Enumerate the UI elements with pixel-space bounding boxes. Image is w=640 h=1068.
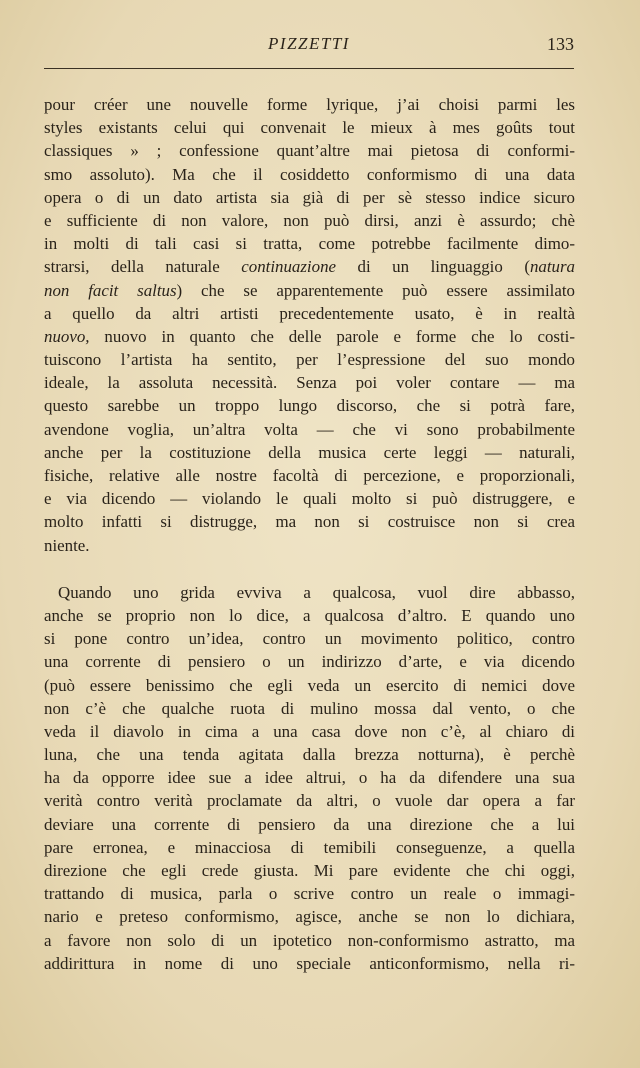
text-line: non c’è che qualche ruota di mulino mossa dal vento, o che	[44, 698, 575, 718]
text-line: classiques » ; confessione quant’altre mai pietosa di conformi-	[44, 141, 575, 161]
paragraph-1	[44, 93, 575, 557]
italic-term: non facit saltus	[44, 280, 177, 300]
text-line: anche per la costituzione della musica certe leggi — naturali,	[44, 442, 575, 462]
text-line: anche se proprio non lo dice, a qualcosa d’altro. E quando uno	[44, 605, 575, 625]
paragraph-2	[44, 581, 575, 975]
text-line: styles existants celui qui convenait le mieux à mes goûts tout	[44, 118, 575, 138]
text-line	[44, 325, 575, 348]
text-line: una corrente di pensiero o un indirizzo d’arte, e via dicendo	[44, 652, 575, 672]
body-text	[44, 93, 575, 975]
italic-term: natura	[529, 257, 576, 277]
text-line: niente.	[44, 535, 90, 555]
text-line: avendone voglia, un’altra volta — che vi sono probabilmente	[44, 419, 575, 439]
text-line: e sufficiente di non valore, non può dirsi, anzi è assurdo; chè	[44, 210, 575, 230]
running-head	[44, 34, 574, 64]
text-line: deviare una corrente di pensiero da una direzione che a lui	[44, 814, 575, 834]
header-rule	[44, 68, 574, 69]
text-line: trattando di musica, parla o scrive contro un reale o immagi-	[44, 884, 575, 904]
text-line: in molti di tali casi si tratta, come potrebbe facilmente dimo-	[44, 234, 575, 254]
text-line: si pone contro un’idea, contro un movimento politico, contro	[44, 629, 575, 649]
text-line: molto infatti si distrugge, ma non si costruisce non si crea	[44, 512, 575, 532]
text-line: direzione che egli crede giusta. Mi pare evidente che chi oggi,	[44, 861, 575, 880]
text-line: Quando uno grida evviva a qualcosa, vuol dire abbasso,	[58, 582, 575, 602]
text-line: luna, che una tenda agitata dalla brezza notturna), è perchè	[44, 745, 575, 765]
text-run: ) che se apparentemente può essere assimilato	[176, 280, 575, 300]
text-line: questo sarebbe un troppo lungo discorso, che si potrà fare,	[44, 396, 575, 416]
text-line: smo assoluto). Ma che il cosiddetto conformismo di una data	[44, 164, 575, 184]
text-line: pare erronea, e minacciosa di temibili conseguenze, a quella	[44, 837, 575, 857]
paragraph-gap	[44, 557, 575, 581]
text-line: veda il diavolo in cima a una casa dove non c’è, al chiaro di	[44, 721, 575, 741]
text-line	[44, 255, 575, 278]
text-line: fisiche, relative alle nostre facoltà di percezione, e proporzionali,	[44, 466, 575, 485]
text-run: nuovo in quanto che delle parole e forme che lo costi-	[89, 326, 575, 346]
italic-term: nuovo,	[44, 326, 90, 346]
text-line: (può essere benissimo che egli veda un esercito di nemici dove	[44, 675, 575, 695]
page-number: 133	[547, 34, 574, 54]
text-line: a favore non solo di un ipotetico non-conformismo astratto, ma	[44, 930, 575, 950]
running-title: PIZZETTI	[268, 34, 350, 53]
text-line: ha da opporre idee sue a idee altrui, o ha da difendere una sua	[44, 768, 575, 788]
text-line: pour créer une nouvelle forme lyrique, j’ai choisi parmi les	[44, 95, 575, 114]
italic-term: continuazione	[241, 257, 337, 277]
text-line: addirittura in nome di uno speciale anticonformismo, nella ri-	[44, 953, 575, 973]
text-line: nario e preteso conformismo, agisce, anche se non lo dichiara,	[44, 907, 575, 927]
text-line: a quello da altri artisti precedentemente usato, è in realtà	[44, 303, 575, 323]
text-run: strarsi, della naturale	[44, 257, 242, 277]
text-line: tuiscono l’artista ha sentito, per l’espressione del suo mondo	[44, 350, 575, 370]
text-line: e via dicendo — violando le quali molto si può distruggere, e	[44, 489, 575, 509]
text-run: di un linguaggio (	[336, 257, 530, 277]
text-line: opera o di un dato artista sia già di per sè stesso indice sicuro	[44, 187, 575, 207]
text-line: ideale, la assoluta necessità. Senza poi voler contare — ma	[44, 373, 575, 393]
text-line	[44, 279, 575, 302]
text-line: verità contro verità proclamate da altri, o vuole dar opera a far	[44, 791, 575, 811]
